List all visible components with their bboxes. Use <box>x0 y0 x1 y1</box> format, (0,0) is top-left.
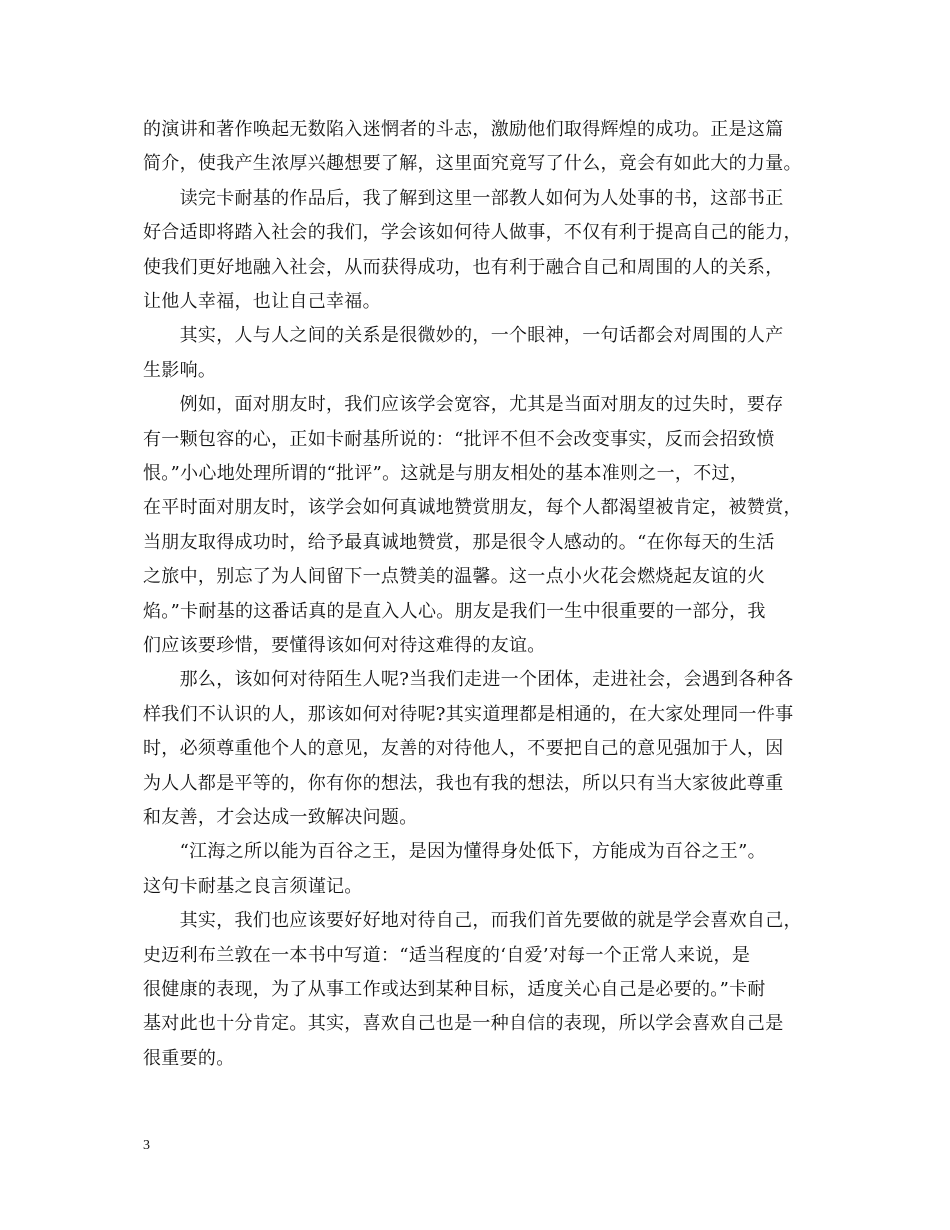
text-line: 让他人幸福，也让自己幸福。 <box>143 291 381 312</box>
text-line: 当朋友取得成功时，给予最真诚地赞赏，那是很令人感动的。“在你每天的生活 <box>143 531 775 553</box>
text-line: 很重要的。 <box>143 1047 235 1069</box>
text-line: 其实，我们也应该要好好地对待自己，而我们首先要做的就是学会喜欢自己， <box>143 910 802 932</box>
text-line: 的演讲和著作唤起无数陷入迷惘者的斗志，激励他们取得辉煌的成功。正是这篇 <box>143 119 784 140</box>
text-line: 史迈利布兰敦在一本书中写道：“适当程度的‘自爱’对每一个正常人来说，是 <box>143 944 751 966</box>
text-line: 其实，人与人之间的关系是很微妙的，一个眼神，一句话都会对周围的人产 <box>143 325 784 347</box>
text-line: 和友善，才会达成一致解决问题。 <box>143 807 418 828</box>
text-line: 在平时面对朋友时，该学会如何真诚地赞赏朋友，每个人都渴望被肯定，被赞赏， <box>143 497 802 519</box>
text-line: 之旅中，别忘了为人间留下一点赞美的温馨。这一点小火花会燃烧起友谊的火 <box>143 566 766 588</box>
text-line: 焰。”卡耐基的这番话真的是直入人心。朋友是我们一生中很重要的一部分，我 <box>143 600 766 622</box>
text-line: 们应该要珍惜，要懂得该如何对待这难得的友谊。 <box>143 635 546 656</box>
text-line: 读完卡耐基的作品后，我了解到这里一部教人如何为人处事的书，这部书正 <box>143 187 784 209</box>
text-line: 使我们更好地融入社会，从而获得成功，也有利于融合自己和周围的人的关系， <box>143 256 784 278</box>
text-line: 基对此也十分肯定。其实，喜欢自己也是一种自信的表现，所以学会喜欢自己是 <box>143 1013 784 1035</box>
text-line: 时，必须尊重他个人的意见，友善的对待他人，不要把自己的意见强加于人，因 <box>143 738 784 760</box>
text-line: 这句卡耐基之良言须谨记。 <box>143 875 363 897</box>
page-number: 3 <box>143 1138 150 1153</box>
text-line: 恨。”小心地处理所谓的“批评”。这就是与朋友相处的基本准则之一，不过， <box>143 463 749 484</box>
text-line: 例如，面对朋友时，我们应该学会宽容，尤其是当面对朋友的过失时，要存 <box>143 394 784 416</box>
text-line: “江海之所以能为百谷之王，是因为懂得身处低下，方能成为百谷之王”。 <box>143 841 766 863</box>
text-line: 为人人都是平等的，你有你的想法，我也有我的想法，所以只有当大家彼此尊重 <box>143 772 784 794</box>
text-line: 好合适即将踏入社会的我们，学会该如何待人做事，不仅有利于提高自己的能力， <box>143 222 802 244</box>
text-line: 有一颗包容的心，正如卡耐基所说的：“批评不但不会改变事实，反而会招致愤 <box>143 428 775 450</box>
text-line: 样我们不认识的人，那该如何对待呢?其实道理都是相通的，在大家处理同一件事 <box>143 703 794 725</box>
text-line: 简介，使我产生浓厚兴趣想要了解，这里面究竟写了什么，竟会有如此大的力量。 <box>143 153 802 175</box>
text-line: 那么，该如何对待陌生人呢?当我们走进一个团体，走进社会，会遇到各种各 <box>143 669 794 691</box>
text-line: 生影响。 <box>143 359 217 381</box>
text-line: 很健康的表现，为了从事工作或达到某种目标，适度关心自己是必要的。”卡耐 <box>143 979 766 1000</box>
